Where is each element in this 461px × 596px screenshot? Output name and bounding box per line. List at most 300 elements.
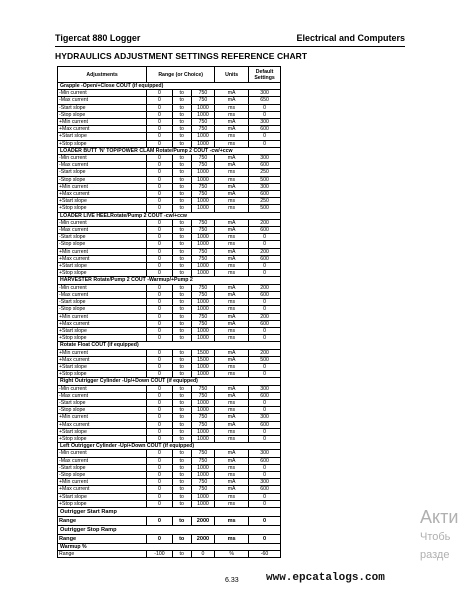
cell-units: mA (215, 219, 249, 226)
table-row (58, 500, 281, 507)
cell-default: 0 (249, 104, 281, 111)
section-header-row (58, 378, 281, 385)
cell-range-max: 1000 (191, 299, 214, 306)
cell-units: ms (215, 270, 249, 277)
cell-units: ms (215, 335, 249, 342)
cell-range-min: 0 (147, 162, 172, 169)
cell-adjustment: -Start slope (58, 104, 147, 111)
cell-adjustment: -Min current (58, 284, 147, 291)
cell-range-max: 750 (191, 392, 214, 399)
section-title: Electrical and Computers (296, 33, 405, 43)
cell-units: mA (215, 255, 249, 262)
cell-range-max: 1000 (191, 169, 214, 176)
cell-range-max: 750 (191, 90, 214, 97)
cell-default: 200 (249, 349, 281, 356)
cell-adjustment: +Stop slope (58, 371, 147, 378)
section-title-cell: HARVESTER Rotate/Pump 2 COUT -Warmup/+Pump 2 (58, 277, 281, 284)
cell-range-max: 1000 (191, 263, 214, 270)
cell-adjustment: +Start slope (58, 263, 147, 270)
cell-range-min: -100 (147, 551, 172, 558)
cell-range-min: 0 (147, 349, 172, 356)
cell-range-to: to (172, 227, 191, 234)
cell-range-max: 1000 (191, 493, 214, 500)
table-row (58, 421, 281, 428)
cell-units: ms (215, 299, 249, 306)
section-title-cell: Grapple -Open/+Close COUT (if equipped) (58, 83, 281, 90)
cell-units: mA (215, 385, 249, 392)
cell-default: 0 (249, 407, 281, 414)
cell-range-min: 0 (147, 183, 172, 190)
cell-range-min: 0 (147, 248, 172, 255)
cell-adjustment: -Min current (58, 90, 147, 97)
cell-default: 300 (249, 90, 281, 97)
table-row (58, 486, 281, 493)
cell-range-to: to (172, 241, 191, 248)
ramp-range-row (58, 516, 281, 525)
cell-range-to: to (172, 335, 191, 342)
cell-adjustment: Range (58, 534, 147, 543)
cell-range-to: to (172, 435, 191, 442)
section-title-cell: Outrigger Start Ramp (58, 507, 281, 516)
cell-units: mA (215, 414, 249, 421)
table-row (58, 385, 281, 392)
cell-adjustment: -Start slope (58, 169, 147, 176)
cell-range-max: 1000 (191, 335, 214, 342)
cell-range-to: to (172, 327, 191, 334)
cell-range-max: 1000 (191, 363, 214, 370)
table-row (58, 183, 281, 190)
cell-default: 650 (249, 97, 281, 104)
cell-units: ms (215, 241, 249, 248)
cell-adjustment: -Max current (58, 392, 147, 399)
table-row (58, 457, 281, 464)
cell-range-min: 0 (147, 263, 172, 270)
cell-range-to: to (172, 414, 191, 421)
table-row (58, 198, 281, 205)
cell-range-to: to (172, 486, 191, 493)
cell-range-min: 0 (147, 421, 172, 428)
cell-adjustment: -Start slope (58, 299, 147, 306)
cell-range-to: to (172, 169, 191, 176)
cell-units: % (215, 551, 249, 558)
cell-range-min: 0 (147, 320, 172, 327)
cell-default: -60 (249, 551, 281, 558)
cell-units: ms (215, 234, 249, 241)
cell-range-max: 750 (191, 126, 214, 133)
cell-range-to: to (172, 320, 191, 327)
cell-default: 0 (249, 270, 281, 277)
section-title-cell: LOADER BUTT 'N' TOP/POWER CLAM Rotate/Pump 2 COUT -cw/+ccw (58, 147, 281, 154)
cell-range-to: to (172, 119, 191, 126)
cell-units: ms (215, 104, 249, 111)
cell-units: ms (215, 169, 249, 176)
cell-range-min: 0 (147, 191, 172, 198)
table-row (58, 464, 281, 471)
cell-range-max: 1000 (191, 306, 214, 313)
cell-range-min: 0 (147, 414, 172, 421)
cell-range-max: 750 (191, 119, 214, 126)
cell-range-min: 0 (147, 516, 172, 525)
cell-default: 300 (249, 414, 281, 421)
cell-range-min: 0 (147, 176, 172, 183)
cell-range-max: 1000 (191, 176, 214, 183)
cell-range-max: 1000 (191, 471, 214, 478)
ramp-section-row (58, 525, 281, 534)
cell-range-to: to (172, 371, 191, 378)
cell-range-to: to (172, 399, 191, 406)
table-row (58, 205, 281, 212)
cell-default: 600 (249, 486, 281, 493)
cell-adjustment: +Start slope (58, 428, 147, 435)
cell-default: 250 (249, 169, 281, 176)
cell-adjustment: -Max current (58, 227, 147, 234)
cell-range-min: 0 (147, 407, 172, 414)
cell-default: 600 (249, 291, 281, 298)
cell-range-max: 750 (191, 291, 214, 298)
document-title: Tigercat 880 Logger (55, 33, 141, 43)
cell-units: mA (215, 90, 249, 97)
cell-range-min: 0 (147, 385, 172, 392)
settings-table (57, 66, 281, 558)
cell-range-min: 0 (147, 111, 172, 118)
cell-range-min: 0 (147, 428, 172, 435)
cell-default: 0 (249, 471, 281, 478)
cell-units: ms (215, 371, 249, 378)
cell-default: 600 (249, 421, 281, 428)
cell-units: mA (215, 248, 249, 255)
cell-range-to: to (172, 97, 191, 104)
cell-adjustment: +Min current (58, 349, 147, 356)
cell-adjustment: -Stop slope (58, 241, 147, 248)
cell-range-max: 750 (191, 155, 214, 162)
cell-adjustment: +Max current (58, 421, 147, 428)
table-row (58, 450, 281, 457)
cell-units: ms (215, 111, 249, 118)
column-header-adjustments: Adjustments (58, 67, 147, 83)
cell-adjustment: Range (58, 551, 147, 558)
table-header-row (58, 67, 281, 83)
cell-units: mA (215, 97, 249, 104)
cell-default: 600 (249, 255, 281, 262)
section-title-cell: Outrigger Stop Ramp (58, 525, 281, 534)
cell-range-max: 1000 (191, 407, 214, 414)
cell-range-min: 0 (147, 104, 172, 111)
table-row (58, 104, 281, 111)
cell-default: 0 (249, 428, 281, 435)
cell-range-max: 1000 (191, 104, 214, 111)
cell-range-to: to (172, 126, 191, 133)
cell-default: 300 (249, 155, 281, 162)
cell-units: mA (215, 421, 249, 428)
table-row (58, 363, 281, 370)
cell-range-min: 0 (147, 155, 172, 162)
table-row (58, 335, 281, 342)
cell-range-to: to (172, 104, 191, 111)
cell-default: 500 (249, 356, 281, 363)
cell-adjustment: -Max current (58, 291, 147, 298)
cell-adjustment: -Stop slope (58, 176, 147, 183)
cell-adjustment: +Max current (58, 126, 147, 133)
table-row (58, 414, 281, 421)
cell-range-max: 1500 (191, 356, 214, 363)
cell-units: mA (215, 155, 249, 162)
cell-range-min: 0 (147, 486, 172, 493)
cell-adjustment: Range (58, 516, 147, 525)
cell-adjustment: +Max current (58, 486, 147, 493)
cell-adjustment: +Min current (58, 479, 147, 486)
page-header (55, 33, 405, 45)
table-row (58, 284, 281, 291)
cell-range-max: 750 (191, 191, 214, 198)
cell-units: mA (215, 356, 249, 363)
cell-range-min: 0 (147, 97, 172, 104)
cell-adjustment: +Stop slope (58, 205, 147, 212)
cell-range-to: to (172, 493, 191, 500)
cell-adjustment: +Stop slope (58, 270, 147, 277)
cell-range-to: to (172, 349, 191, 356)
table-row (58, 349, 281, 356)
cell-units: ms (215, 363, 249, 370)
cell-range-to: to (172, 385, 191, 392)
cell-range-min: 0 (147, 471, 172, 478)
cell-range-max: 750 (191, 486, 214, 493)
cell-range-min: 0 (147, 241, 172, 248)
cell-units: mA (215, 486, 249, 493)
cell-range-to: to (172, 162, 191, 169)
cell-range-to: to (172, 421, 191, 428)
cell-range-min: 0 (147, 457, 172, 464)
table-row (58, 241, 281, 248)
table-row (58, 435, 281, 442)
cell-range-min: 0 (147, 371, 172, 378)
activation-line-3: разде (420, 549, 450, 561)
cell-default: 500 (249, 205, 281, 212)
cell-default: 200 (249, 219, 281, 226)
cell-adjustment: +Stop slope (58, 335, 147, 342)
cell-units: mA (215, 479, 249, 486)
cell-range-max: 1000 (191, 399, 214, 406)
cell-default: 600 (249, 126, 281, 133)
cell-units: ms (215, 493, 249, 500)
cell-range-to: to (172, 191, 191, 198)
warmup-range-row (58, 551, 281, 558)
cell-range-max: 0 (191, 551, 214, 558)
cell-adjustment: -Stop slope (58, 407, 147, 414)
table-row (58, 399, 281, 406)
cell-default: 200 (249, 248, 281, 255)
cell-range-to: to (172, 183, 191, 190)
cell-range-max: 750 (191, 457, 214, 464)
cell-default: 600 (249, 191, 281, 198)
cell-default: 0 (249, 327, 281, 334)
cell-range-min: 0 (147, 291, 172, 298)
cell-range-max: 1000 (191, 140, 214, 147)
cell-range-max: 1000 (191, 500, 214, 507)
cell-range-to: to (172, 299, 191, 306)
cell-range-to: to (172, 356, 191, 363)
cell-range-to: to (172, 133, 191, 140)
cell-adjustment: -Max current (58, 162, 147, 169)
cell-range-max: 2000 (191, 516, 214, 525)
cell-range-max: 1000 (191, 371, 214, 378)
cell-range-max: 1000 (191, 133, 214, 140)
cell-default: 0 (249, 500, 281, 507)
cell-range-max: 1000 (191, 198, 214, 205)
cell-adjustment: +Stop slope (58, 500, 147, 507)
activation-line-2: Чтобь (420, 531, 451, 543)
cell-units: ms (215, 500, 249, 507)
table-row (58, 270, 281, 277)
cell-units: ms (215, 306, 249, 313)
cell-range-to: to (172, 450, 191, 457)
cell-range-to: to (172, 140, 191, 147)
cell-units: mA (215, 313, 249, 320)
cell-range-to: to (172, 255, 191, 262)
table-row (58, 90, 281, 97)
cell-range-to: to (172, 155, 191, 162)
cell-default: 200 (249, 313, 281, 320)
cell-units: ms (215, 399, 249, 406)
cell-range-max: 750 (191, 97, 214, 104)
cell-default: 0 (249, 263, 281, 270)
cell-range-min: 0 (147, 464, 172, 471)
activation-overlay (420, 506, 461, 566)
cell-range-min: 0 (147, 399, 172, 406)
cell-default: 600 (249, 392, 281, 399)
cell-range-to: to (172, 270, 191, 277)
table-row (58, 219, 281, 226)
cell-range-max: 1000 (191, 327, 214, 334)
cell-adjustment: +Start slope (58, 198, 147, 205)
cell-units: ms (215, 471, 249, 478)
cell-default: 0 (249, 111, 281, 118)
cell-adjustment: +Min current (58, 313, 147, 320)
table-row (58, 133, 281, 140)
table-row (58, 126, 281, 133)
cell-range-min: 0 (147, 500, 172, 507)
cell-range-to: to (172, 284, 191, 291)
table-row (58, 263, 281, 270)
cell-range-max: 1000 (191, 234, 214, 241)
section-title-cell: Right Outrigger Cylinder -Up/+Down COUT (if equipped) (58, 378, 281, 385)
cell-default: 200 (249, 284, 281, 291)
section-title-cell: LOADER LIVE HEELRotate/Pump 2 COUT -cw/+ccw (58, 212, 281, 219)
cell-range-to: to (172, 457, 191, 464)
cell-range-max: 2000 (191, 534, 214, 543)
cell-range-min: 0 (147, 169, 172, 176)
cell-range-min: 0 (147, 327, 172, 334)
cell-range-to: to (172, 363, 191, 370)
cell-adjustment: +Start slope (58, 133, 147, 140)
cell-range-to: to (172, 263, 191, 270)
page-number: 6.33 (225, 577, 239, 584)
cell-range-min: 0 (147, 284, 172, 291)
cell-units: mA (215, 191, 249, 198)
cell-range-max: 750 (191, 421, 214, 428)
cell-range-min: 0 (147, 255, 172, 262)
cell-range-to: to (172, 90, 191, 97)
cell-units: mA (215, 450, 249, 457)
table-row (58, 471, 281, 478)
table-row (58, 371, 281, 378)
cell-units: mA (215, 320, 249, 327)
cell-adjustment: -Stop slope (58, 471, 147, 478)
cell-default: 0 (249, 493, 281, 500)
cell-range-to: to (172, 500, 191, 507)
table-row (58, 227, 281, 234)
cell-range-max: 750 (191, 162, 214, 169)
section-title-cell: Left Outrigger Cylinder -Up/+Down COUT (if equipped) (58, 443, 281, 450)
cell-default: 0 (249, 363, 281, 370)
cell-units: mA (215, 349, 249, 356)
cell-units: mA (215, 162, 249, 169)
cell-adjustment: -Min current (58, 219, 147, 226)
cell-range-min: 0 (147, 392, 172, 399)
cell-range-to: to (172, 198, 191, 205)
cell-units: ms (215, 133, 249, 140)
cell-default: 0 (249, 516, 281, 525)
cell-default: 300 (249, 385, 281, 392)
cell-adjustment: +Start slope (58, 327, 147, 334)
cell-adjustment: -Start slope (58, 399, 147, 406)
section-header-row (58, 443, 281, 450)
ramp-range-row (58, 534, 281, 543)
table-row (58, 140, 281, 147)
cell-default: 0 (249, 435, 281, 442)
table-row (58, 327, 281, 334)
table-row (58, 176, 281, 183)
cell-range-to: to (172, 205, 191, 212)
cell-range-max: 750 (191, 450, 214, 457)
cell-range-to: to (172, 428, 191, 435)
cell-range-to: to (172, 111, 191, 118)
cell-range-to: to (172, 291, 191, 298)
cell-range-max: 750 (191, 255, 214, 262)
table-row (58, 299, 281, 306)
cell-default: 0 (249, 241, 281, 248)
cell-default: 500 (249, 176, 281, 183)
cell-range-min: 0 (147, 493, 172, 500)
cell-default: 300 (249, 450, 281, 457)
cell-range-min: 0 (147, 313, 172, 320)
cell-default: 0 (249, 335, 281, 342)
cell-range-max: 750 (191, 313, 214, 320)
cell-range-min: 0 (147, 140, 172, 147)
table-row (58, 356, 281, 363)
cell-units: ms (215, 176, 249, 183)
table-row (58, 428, 281, 435)
cell-units: mA (215, 392, 249, 399)
cell-range-max: 1000 (191, 205, 214, 212)
cell-range-min: 0 (147, 306, 172, 313)
cell-range-min: 0 (147, 133, 172, 140)
cell-adjustment: +Min current (58, 248, 147, 255)
table-row (58, 291, 281, 298)
cell-adjustment: +Max current (58, 191, 147, 198)
cell-range-max: 1000 (191, 241, 214, 248)
cell-adjustment: +Min current (58, 119, 147, 126)
cell-units: ms (215, 516, 249, 525)
table-row (58, 392, 281, 399)
cell-range-min: 0 (147, 435, 172, 442)
cell-default: 600 (249, 227, 281, 234)
cell-range-to: to (172, 464, 191, 471)
cell-default: 0 (249, 133, 281, 140)
cell-adjustment: -Stop slope (58, 306, 147, 313)
cell-units: mA (215, 457, 249, 464)
cell-units: ms (215, 428, 249, 435)
cell-adjustment: +Stop slope (58, 140, 147, 147)
